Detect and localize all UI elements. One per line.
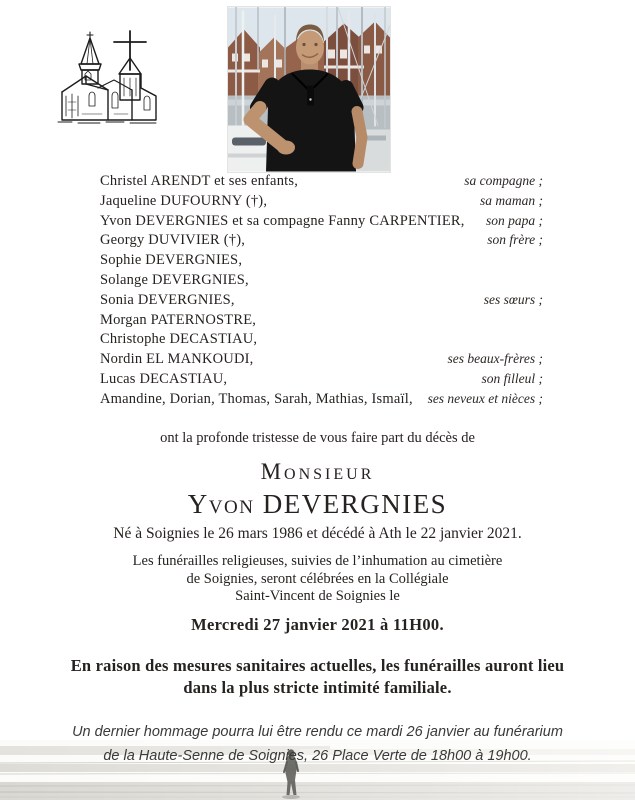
family-row	[100, 193, 543, 213]
family-row	[100, 351, 543, 371]
tribute-line-1: Un dernier hommage pourra lui être rendu ce mardi 26 janvier au funérarium	[72, 724, 563, 740]
family-row	[100, 252, 543, 272]
family-row	[100, 391, 543, 411]
last-tribute	[0, 721, 635, 768]
family-row	[100, 272, 543, 292]
family-row	[100, 292, 543, 312]
family-relation: ses neveux et nièces ;	[427, 390, 543, 406]
family-member-name: Georgy DUVIVIER (†),	[100, 232, 246, 249]
family-member-name: Amandine, Dorian, Thomas, Sarah, Mathias, Ismaïl,	[100, 390, 413, 407]
family-row	[100, 312, 543, 332]
family-member-name: Christel ARENDT et ses enfants,	[100, 173, 299, 189]
funeral-details	[0, 553, 635, 606]
family-relation: ses beaux-frères ;	[447, 351, 543, 367]
family-member-name: Solange DEVERGNIES,	[100, 271, 249, 288]
family-member-name: Christophe DECASTIAU,	[100, 331, 258, 348]
family-row	[100, 173, 543, 193]
family-relation: son papa ;	[486, 212, 543, 228]
life-dates: Né à Soignies le 26 mars 1986 et décédé à Ath le 22 janvier 2021.	[113, 525, 522, 542]
funeral-line-3: Saint-Vincent de Soignies le	[235, 588, 400, 604]
family-relation: son filleul ;	[481, 370, 543, 386]
funeral-line-1: Les funérailles religieuses, suivies de l’inhumation au cimetière	[132, 553, 503, 569]
family-relation: sa compagne ;	[464, 173, 543, 188]
family-member-name: Sonia DEVERGNIES,	[100, 291, 235, 308]
sanitary-notice	[0, 655, 635, 699]
family-relation: ses sœurs ;	[483, 291, 543, 307]
family-row	[100, 371, 543, 391]
notice-line-1: En raison des mesures sanitaires actuelles, les funérailles auront lieu	[70, 656, 565, 675]
family-relation: sa maman ;	[480, 192, 543, 208]
family-member-name: Yvon DEVERGNIES et sa compagne Fanny CARPENTIER,	[100, 212, 465, 229]
family-row	[100, 213, 543, 233]
family-member-name: Lucas DECASTIAU,	[100, 370, 228, 387]
family-list	[100, 173, 543, 411]
family-row	[100, 331, 543, 351]
family-member-name: Jaqueline DUFOURNY (†),	[100, 192, 268, 209]
announcement-intro: ont la profonde tristesse de vous faire part du décès de	[160, 430, 475, 446]
family-row	[100, 232, 543, 252]
notice-line-2: dans la plus stricte intimité familiale.	[183, 678, 452, 697]
funeral-datetime: Mercredi 27 janvier 2021 à 11H00.	[191, 615, 444, 634]
church-illustration-icon	[52, 26, 166, 130]
family-member-name: Sophie DEVERGNIES,	[100, 252, 243, 269]
deceased-name: Yvon DEVERGNIES	[187, 489, 448, 519]
family-member-name: Morgan PATERNOSTRE,	[100, 311, 257, 328]
deceased-title: Monsieur	[260, 459, 375, 484]
funeral-line-2: de Soignies, seront célébrées en la Collégiale	[186, 570, 449, 587]
portrait-photo	[228, 7, 390, 172]
family-member-name: Nordin EL MANKOUDI,	[100, 351, 254, 368]
family-relation: son frère ;	[487, 232, 543, 248]
tribute-line-2: de la Haute-Senne de Soignies, 26 Place Verte de 18h00 à 19h00.	[103, 747, 532, 764]
